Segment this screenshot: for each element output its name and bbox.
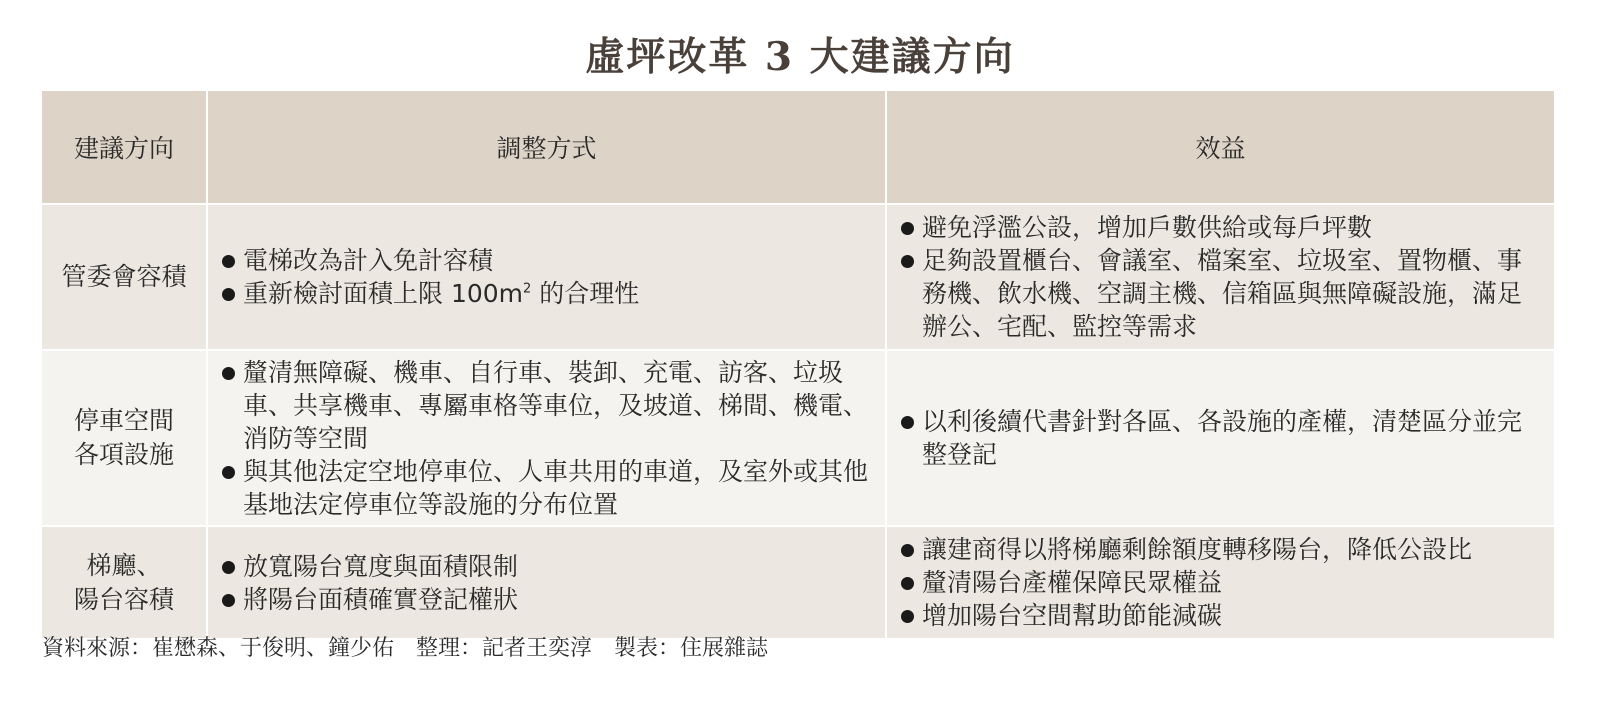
benefit-item: 增加陽台空間幫助節能減碳: [900, 599, 1472, 632]
benefit-item: 讓建商得以將梯廳剩餘額度轉移陽台，降低公設比: [900, 533, 1472, 566]
method-item: 電梯改為計入免計容積: [221, 244, 639, 277]
direction-line: 陽台容積: [73, 584, 174, 614]
method-item: 釐清無障礙、機車、自行車、裝卸、充電、訪客、垃圾車、共享機車、專屬車格等車位，及坡道、梯間、機電、消防等空間: [221, 356, 875, 455]
method-list: [221, 244, 639, 310]
benefit-list: [900, 405, 1544, 471]
row-benefits: [887, 527, 1554, 638]
header-direction: 建議方向: [42, 91, 208, 205]
method-item: 將陽台面積確實登記權狀: [221, 583, 518, 616]
source-note: 資料來源：崔懋森、于俊明、鐘少佑 整理：記者王奕淳 製表：住展雜誌: [42, 636, 769, 661]
direction-line: 停車空間: [73, 406, 174, 435]
method-item: 放寬陽台寬度與面積限制: [221, 550, 518, 583]
direction-line: 各項設施: [73, 440, 174, 469]
header-benefit: 效益: [887, 91, 1554, 205]
benefit-item: 避免浮濫公設，增加戶數供給或每戶坪數: [900, 211, 1544, 244]
method-item: 重新檢討面積上限 $100m^2$ 的合理性: [221, 277, 639, 310]
benefit-item: 足夠設置櫃台、會議室、檔案室、垃圾室、置物櫃、事務機、飲水機、空調主機、信箱區與無障礙設施，滿足辦公、宅配、監控等需求: [900, 244, 1544, 343]
row-benefits: [887, 351, 1554, 527]
row-direction-label: [42, 351, 208, 527]
benefit-item: 以利後續代書針對各區、各設施的產權，清楚區分並完整登記: [900, 405, 1544, 471]
benefit-item: 釐清陽台產權保障民眾權益: [900, 566, 1472, 599]
row-direction-label: [42, 527, 208, 638]
method-item: 與其他法定空地停車位、人車共用的車道，及室外或其他基地法定停車位等設施的分布位置: [221, 455, 875, 521]
recommendation-table: [42, 91, 1554, 638]
row-methods: [208, 351, 887, 527]
row-benefits: [887, 205, 1554, 351]
direction-line: 管委會容積: [61, 262, 187, 291]
page-title: 虛坪改革 3 大建議方向: [585, 34, 1015, 80]
method-list: [221, 550, 518, 616]
benefit-list: [900, 211, 1544, 343]
row-direction-label: [42, 205, 208, 351]
row-methods: [208, 527, 887, 638]
benefit-list: [900, 533, 1472, 632]
row-methods: [208, 205, 887, 351]
header-method: 調整方式: [208, 91, 887, 205]
direction-line: 梯廳、: [86, 550, 162, 580]
method-list: [221, 356, 875, 521]
